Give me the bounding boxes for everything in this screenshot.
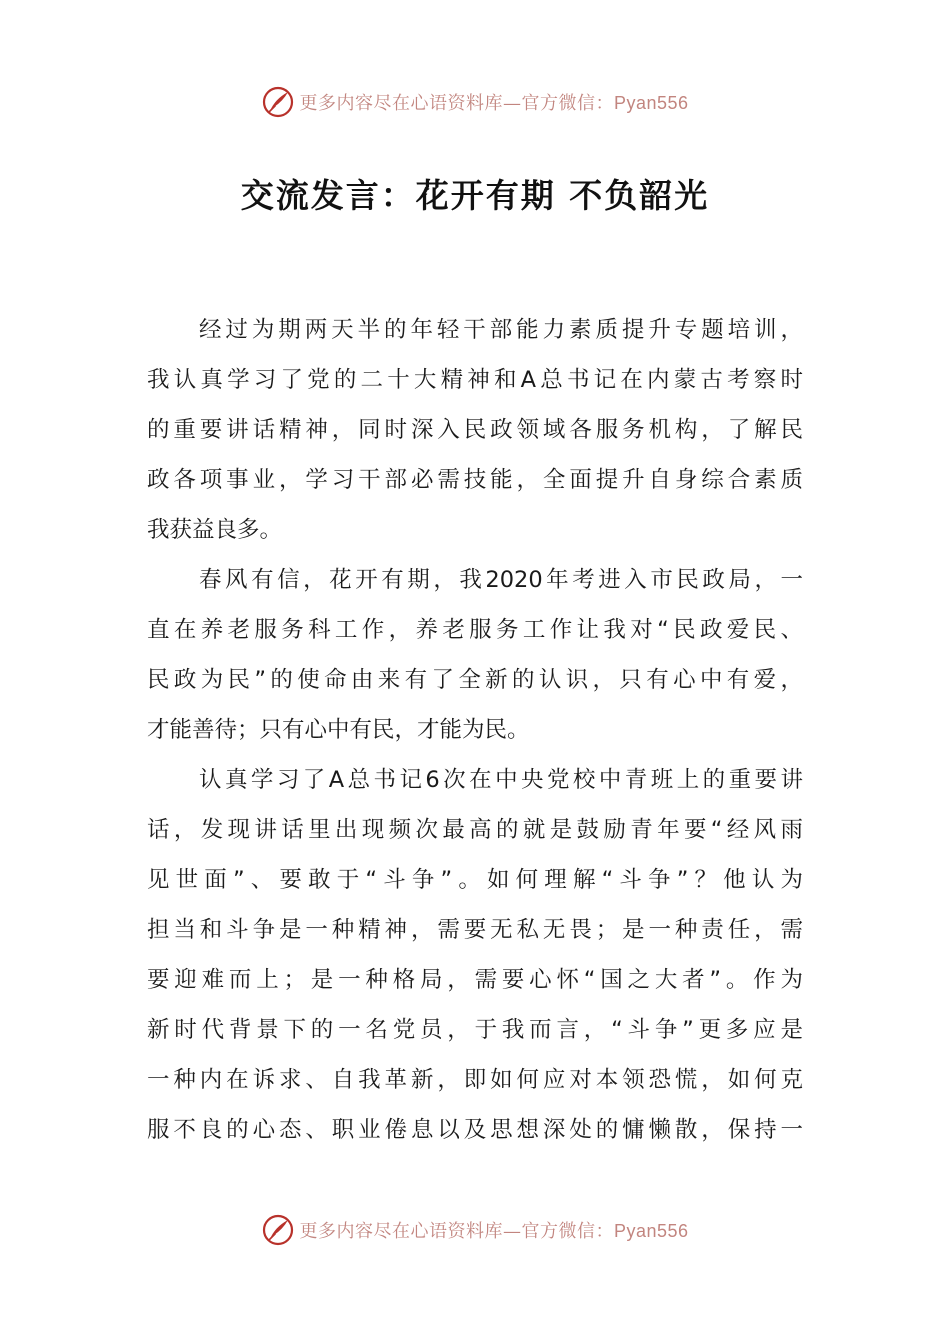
paragraph-line: 认真学习了A总书记6次在中央党校中青班上的重要讲 — [199, 767, 803, 793]
paragraph-line: 才能善待；只有心中有民，才能为民。 — [147, 717, 530, 743]
paragraph-line: 我认真学习了党的二十大精神和A总书记在内蒙古考察时 — [147, 367, 803, 393]
document-body — [147, 305, 803, 1155]
paragraph-line: 担当和斗争是一种精神，需要无私无畏；是一种责任，需 — [147, 917, 803, 943]
paragraph-line: 要迎难而上；是一种格局，需要心怀“国之大者”。作为 — [147, 967, 803, 993]
paragraph-line: 一种内在诉求、自我革新，即如何应对本领恐慌，如何克 — [147, 1067, 803, 1093]
footer-banner — [0, 1208, 950, 1252]
quill-logo-icon — [261, 85, 295, 119]
paragraph-line: 服不良的心态、职业倦息以及思想深处的慵懒散，保持一 — [147, 1117, 803, 1143]
quill-logo-icon — [261, 1213, 295, 1247]
wechat-id: Pyan556 — [613, 93, 689, 113]
paragraph-line: 直在养老服务科工作，养老服务工作让我对“民政爱民、 — [147, 617, 803, 643]
paragraph-line: 新时代背景下的一名党员，于我而言，“斗争”更多应是 — [147, 1017, 803, 1043]
banner-text: 更多内容尽在心语资料库—官方微信：Pyan556 — [299, 1221, 689, 1242]
paragraph-line: 我获益良多。 — [147, 517, 283, 543]
paragraph-line: 政各项事业，学习干部必需技能，全面提升自身综合素质 — [147, 467, 803, 493]
header-banner — [0, 80, 950, 124]
paragraph-line: 的重要讲话精神，同时深入民政领域各服务机构，了解民 — [147, 417, 803, 443]
paragraph-line: 话，发现讲话里出现频次最高的就是鼓励青年要“经风雨 — [147, 817, 803, 843]
page-title: 交流发言：花开有期 不负韶光 — [240, 176, 710, 215]
paragraph-line: 见世面”、要敢于“斗争”。如何理解“斗争”？他认为 — [147, 867, 803, 893]
wechat-id: Pyan556 — [613, 1221, 689, 1241]
paragraph-line: 民政为民”的使命由来有了全新的认识，只有心中有爱， — [147, 667, 803, 693]
banner-text: 更多内容尽在心语资料库—官方微信：Pyan556 — [299, 93, 689, 114]
paragraph-line: 春风有信，花开有期，我2020年考进入市民政局，一 — [199, 567, 803, 593]
paragraph-line: 经过为期两天半的年轻干部能力素质提升专题培训， — [199, 317, 803, 343]
